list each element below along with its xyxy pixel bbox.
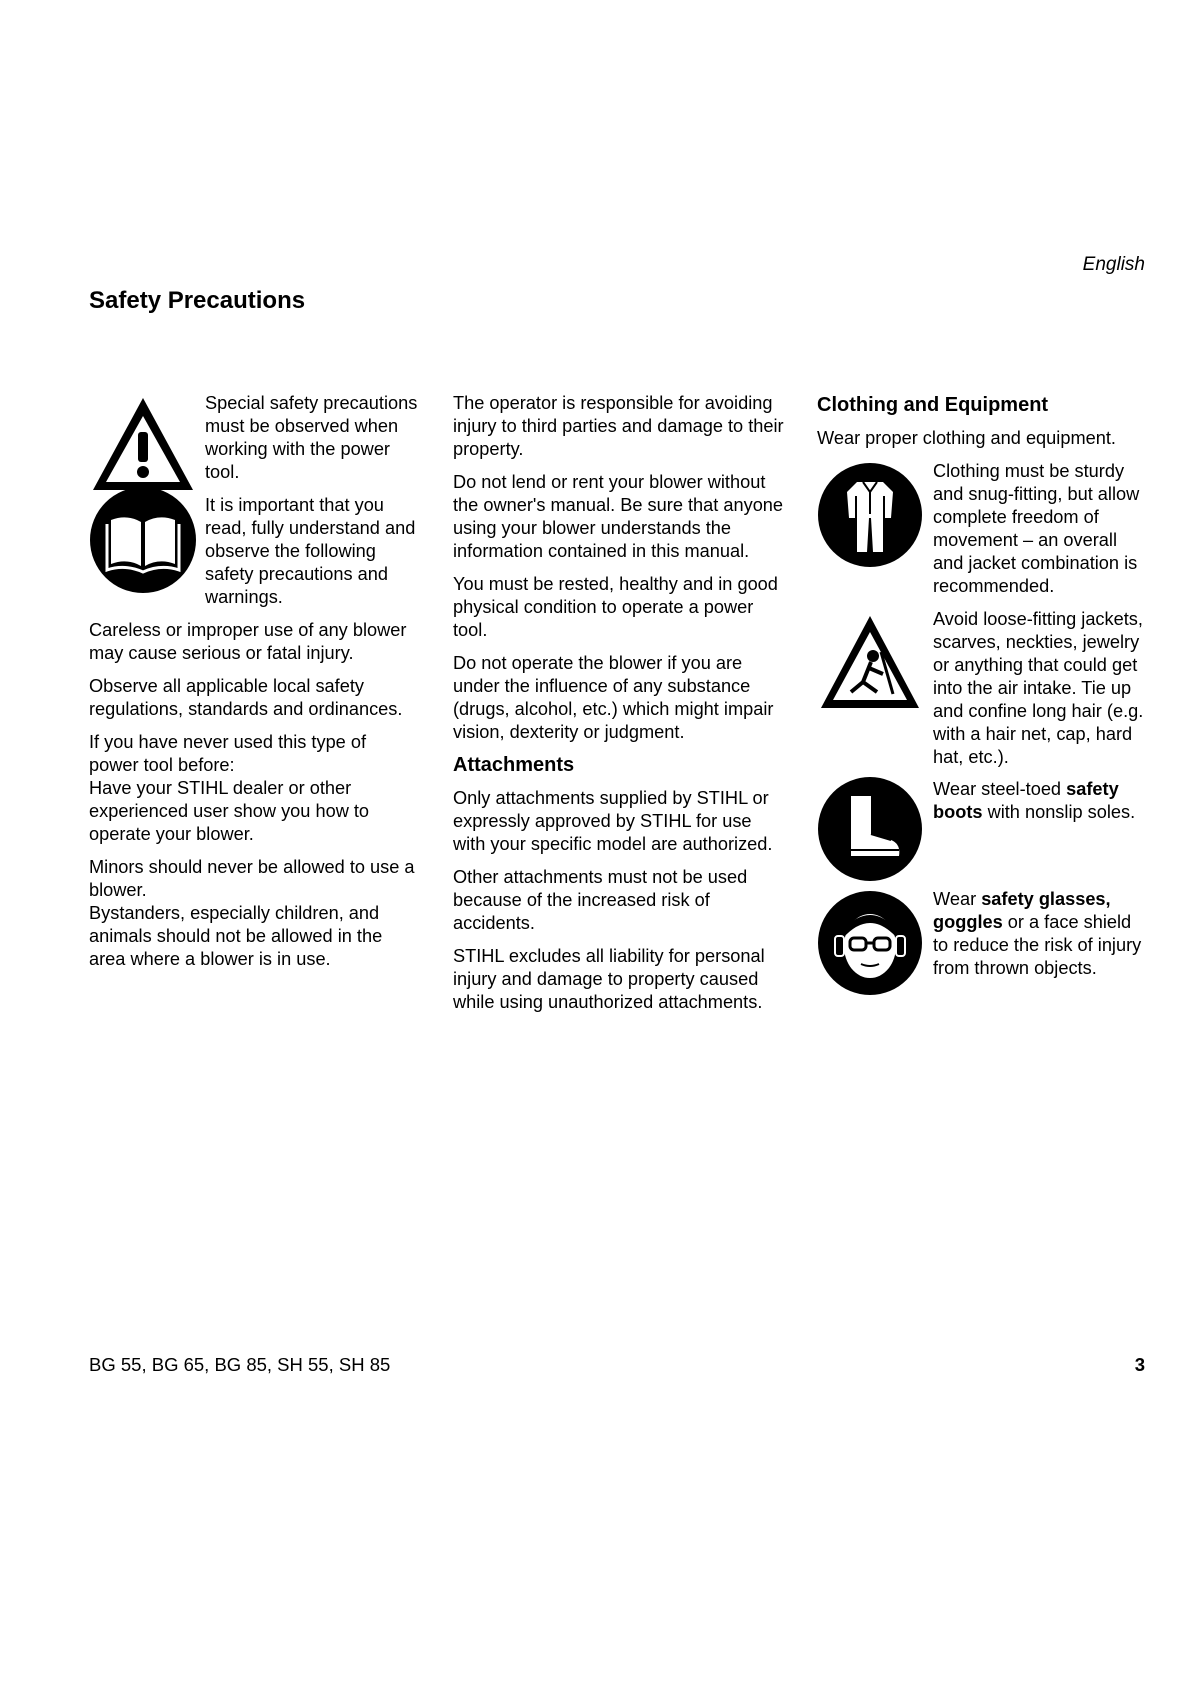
read-manual-icon [89, 486, 197, 594]
safety-boots-icon [817, 776, 923, 882]
liability-text: STIHL excludes all liability for personal injury and damage to property caused while using unauthorized attachments. [453, 946, 765, 1012]
operator-responsibility-text: The operator is responsible for avoiding injury to third parties and damage to their property. [453, 393, 784, 459]
first-use-text: If you have never used this type of power tool before: Have your STIHL dealer or other experienced user show you how to operate your blower. [89, 732, 370, 844]
protective-clothing-icon [817, 462, 923, 568]
regulations-text: Observe all applicable local safety regulations, standards and ordinances. [89, 676, 403, 719]
clothing-heading: Clothing and Equipment [817, 394, 1049, 416]
warning-block [89, 392, 419, 484]
other-attachments-text: Other attachments must not be used because of the increased risk of accidents. [453, 867, 748, 933]
influence-text: Do not operate the blower if you are under the influence of any substance (drugs, alcohol, etc.) which might impair vision, dexterity or judgment. [453, 653, 774, 742]
boots-block [817, 778, 1147, 888]
column-3 [817, 392, 1147, 998]
physical-condition-text: You must be rested, healthy and in good physical condition to operate a power tool. [453, 574, 778, 640]
clothing-block [817, 460, 1147, 608]
attachments-heading: Attachments [453, 754, 575, 776]
approved-attachments-text: Only attachments supplied by STIHL or expressly approved by STIHL for use with your specific model are authorized. [453, 788, 773, 854]
boots-text: Wear steel-toed safety boots with nonslip soles. [933, 779, 1136, 822]
loose-clothing-block [817, 608, 1147, 778]
glasses-text: Wear safety glasses, goggles or a face shield to reduce the risk of injury from thrown objects. [933, 889, 1142, 978]
clothing-intro-text: Wear proper clothing and equipment. [817, 428, 1116, 448]
language-label: English [1082, 254, 1145, 275]
column-2 [453, 392, 788, 1024]
careless-use-text: Careless or improper use of any blower may cause serious or fatal injury. [89, 620, 407, 663]
manual-block [89, 494, 419, 609]
model-list: BG 55, BG 65, BG 85, SH 55, SH 85 [89, 1354, 391, 1375]
clothing-text: Clothing must be sturdy and snug-fitting, but allow complete freedom of movement – an overall and jacket combination is recommended. [933, 461, 1140, 596]
column-1 [89, 392, 419, 981]
page-number: 3 [1134, 1354, 1145, 1375]
intro-warning-text: Special safety precautions must be observed when working with the power tool. [205, 393, 418, 482]
lend-rent-text: Do not lend or rent your blower without the owner's manual. Be sure that anyone using your blower understands the information contained in this manual. [453, 472, 784, 561]
minors-text: Minors should never be allowed to use a blower. Bystanders, especially children, and animals should not be allowed in the area where a blower is in use. [89, 857, 415, 969]
loose-clothing-text: Avoid loose-fitting jackets, scarves, neckties, jewelry or anything that could get into the air intake. Tie up and confine long hair (e.g. with a hair net, cap, hard hat, etc.). [933, 609, 1144, 767]
entanglement-warning-icon [817, 612, 923, 712]
safety-glasses-icon [817, 890, 923, 996]
warning-triangle-icon [89, 394, 197, 494]
glasses-block [817, 888, 1147, 998]
intro-manual-text: It is important that you read, fully understand and observe the following safety precautions and warnings. [205, 495, 416, 607]
page-title: Safety Precautions [89, 287, 306, 314]
